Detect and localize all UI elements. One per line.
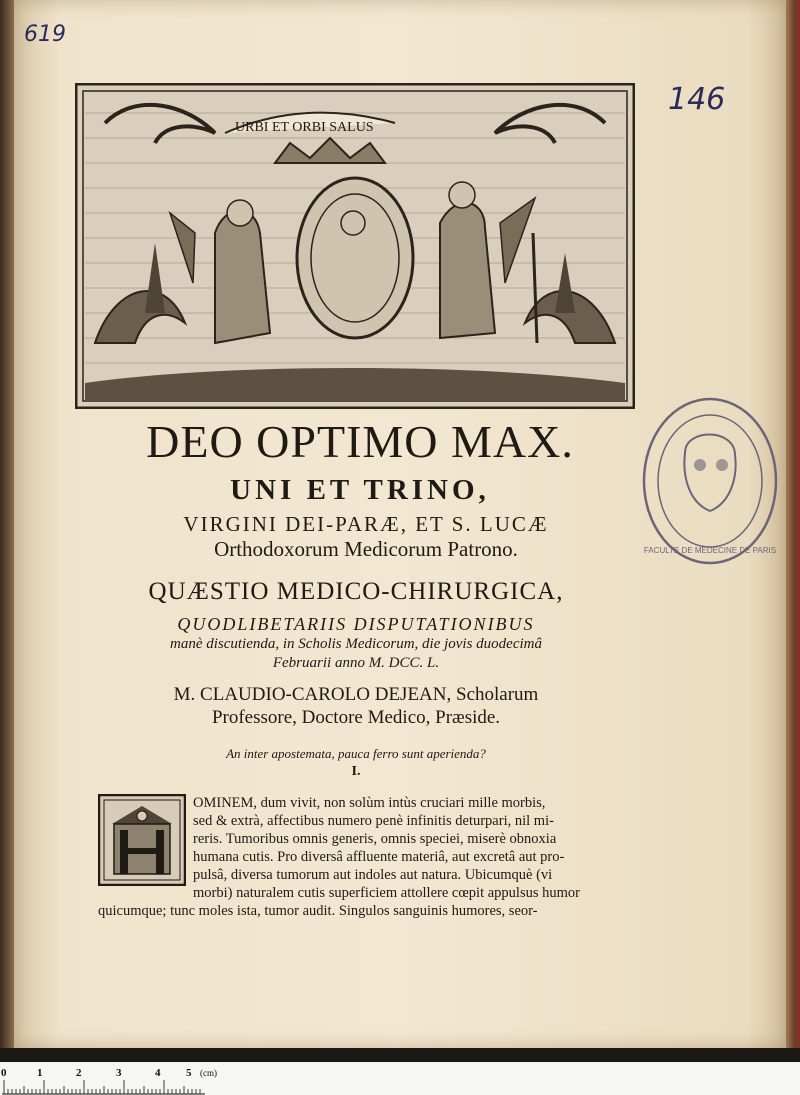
engraved-headpiece: [75, 83, 635, 409]
president-line-1: M. CLAUDIO-CAROLO DEJEAN, Scholarum: [173, 684, 539, 705]
disputation-line: QUODLIBETARIIS DISPUTATIONIBUS: [177, 614, 535, 634]
measurement-ruler: [0, 1062, 800, 1095]
body-line: quicumque; tunc moles ista, tumor audit. Singulos sanguinis humores, seor-: [98, 903, 538, 919]
title-line-2: UNI ET TRINO,: [230, 474, 490, 506]
president-line-2: Professore, Doctore Medico, Præside.: [211, 707, 501, 728]
ruler-tick-0: 0: [1, 1067, 7, 1079]
question-heading: QUÆSTIO MEDICO-CHIRURGICA,: [148, 578, 564, 605]
date-line: Februarii anno M. DCC. L.: [272, 655, 440, 671]
ruler-tick-4: 4: [155, 1067, 161, 1079]
ruler-tick-5: 5: [186, 1067, 192, 1079]
ruler-unit: (cm): [200, 1068, 217, 1078]
library-stamp: [640, 393, 782, 569]
title-line-4: Orthodoxorum Medicorum Patrono.: [214, 537, 518, 561]
banner-motto: URBI ET ORBI SALUS: [235, 120, 374, 135]
thesis-question: An inter apostemata, pauca ferro sunt aperienda?: [226, 746, 486, 761]
body-line: pulsâ, diversa tumorum aut indoles aut natura. Ubicumquè (vi: [193, 867, 553, 883]
section-number: I.: [351, 764, 361, 779]
ruler-tick-3: 3: [116, 1067, 122, 1079]
title-line-3: VIRGINI DEI-PARÆ, ET S. LUCÆ: [183, 512, 549, 536]
body-line: humana cutis. Pro diversâ affluente materiâ, aut excretâ aut pro-: [193, 849, 565, 865]
handwritten-shelfmark: 619: [24, 22, 66, 47]
title-line-1: DEO OPTIMO MAX.: [146, 416, 574, 467]
ruler-tick-1: 1: [37, 1067, 43, 1079]
body-line: sed & extrà, affectibus numero penè infinitis deturpari, nil mi-: [193, 813, 554, 829]
schedule-line: manè discutienda, in Scholis Medicorum, die jovis duodecimâ: [169, 636, 542, 652]
body-line: morbi) naturalem cutis superficiem attollere cœpit appulsus humor: [193, 885, 580, 901]
handwritten-folio-number: 146: [668, 82, 726, 117]
scan-bottom-band: [0, 1048, 800, 1062]
body-line: reris. Tumoribus omnis generis, omnis speciei, miserè obnoxia: [193, 831, 557, 847]
book-fore-edge: [786, 0, 800, 1062]
woodcut-initial-h: [98, 794, 186, 886]
body-line: OMINEM, dum vivit, non solùm intùs cruciari mille morbis,: [193, 795, 546, 811]
ruler-tick-2: 2: [76, 1067, 82, 1079]
book-spine-edge: [0, 0, 14, 1062]
stamp-text: FACULTE DE MEDECINE DE PARIS: [643, 546, 777, 555]
